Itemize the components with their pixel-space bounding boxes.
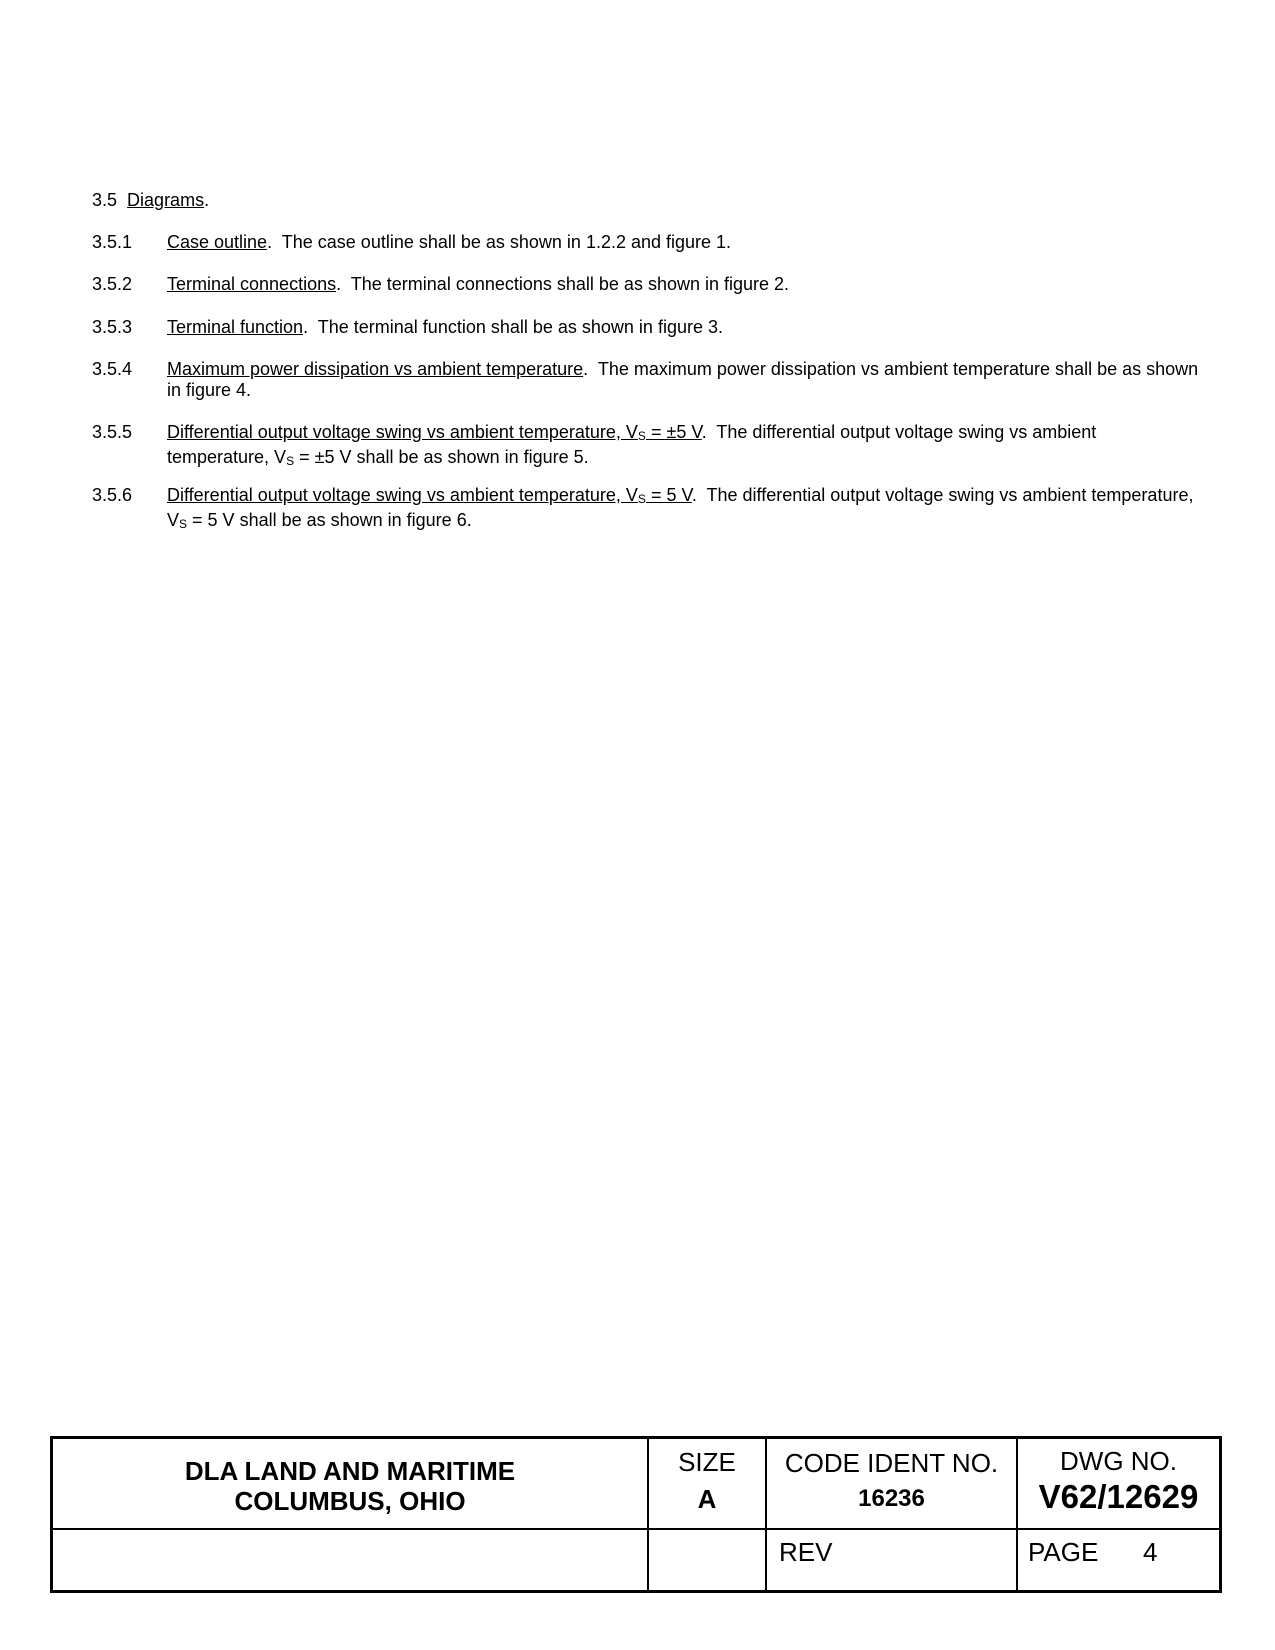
paragraph-body: The terminal connections shall be as shown in figure 2. <box>350 274 790 294</box>
paragraph-number: 3.5.6 <box>92 485 133 505</box>
organization-line-2: COLUMBUS, OHIO <box>234 1486 466 1516</box>
paragraph-number: 3.5.1 <box>92 232 133 252</box>
paragraph-number: 3.5.5 <box>92 422 133 442</box>
title-block <box>50 1436 1222 1593</box>
organization-line-1: DLA LAND AND MARITIME <box>184 1456 516 1486</box>
body-subscript: S <box>286 454 295 468</box>
code-ident-label: CODE IDENT NO. <box>784 1448 999 1478</box>
paragraph-body: The case outline shall be as shown in 1.2.2 and figure 1. <box>281 232 732 252</box>
paragraph-heading <box>167 485 692 505</box>
drawing-number-label: DWG NO. <box>1060 1446 1177 1476</box>
paragraph-3-5-6: 3.5.6 Differential output voltage swing vs ambient temperature, VS = 5 V. The differential output voltage swing vs ambient temperature, VS = 5 V shall be as shown in figure 6. <box>92 485 1194 531</box>
paragraph-number: 3.5.4 <box>92 359 133 379</box>
section-heading: 3.5 Diagrams. <box>92 190 210 210</box>
paragraph-heading: Terminal function <box>167 317 304 337</box>
paragraph-heading: Terminal connections <box>167 274 337 294</box>
body-text-end: = 5 V shall be as shown in figure 6. <box>187 510 472 530</box>
title-block-row-divider <box>53 1528 1219 1530</box>
revision-label: REV <box>779 1537 833 1567</box>
body-text-end: = ±5 V shall be as shown in figure 5. <box>294 447 589 467</box>
page-label: PAGE <box>1028 1537 1099 1567</box>
paragraph-heading: Maximum power dissipation vs ambient temperature <box>167 359 584 379</box>
section-title: Diagrams <box>127 190 205 210</box>
heading-text: Differential output voltage swing vs ambient temperature, V <box>167 485 638 505</box>
paragraph-3-5-2: 3.5.2 Terminal connections. The terminal connections shall be as shown in figure 2. <box>92 274 790 294</box>
heading-text-end: = 5 V <box>645 485 692 505</box>
paragraph-3-5-4: 3.5.4 Maximum power dissipation vs ambient temperature. The maximum power dissipation vs ambient temperature shall be as shown in figure 4. <box>92 359 1199 400</box>
section-number: 3.5 <box>92 190 118 210</box>
heading-subscript: S <box>637 429 646 443</box>
heading-subscript: S <box>637 492 646 506</box>
page-number: 4 <box>1143 1537 1158 1567</box>
paragraph-body: The terminal function shall be as shown in figure 3. <box>317 317 723 337</box>
drawing-number-value: V62/12629 <box>1038 1478 1199 1515</box>
size-value: A <box>697 1484 717 1514</box>
body-text: The differential output voltage swing vs ambient temperature, V <box>167 422 1097 467</box>
body-text: The differential output voltage swing vs ambient temperature, V <box>167 485 1194 530</box>
paragraph-3-5-1: 3.5.1 Case outline. The case outline shall be as shown in 1.2.2 and figure 1. <box>92 232 732 252</box>
paragraph-number: 3.5.2 <box>92 274 133 294</box>
paragraph-3-5-3: 3.5.3 Terminal function. The terminal function shall be as shown in figure 3. <box>92 317 723 337</box>
size-label: SIZE <box>678 1447 736 1477</box>
code-ident-value: 16236 <box>858 1485 925 1512</box>
paragraph-heading: Case outline <box>167 232 268 252</box>
heading-text: Differential output voltage swing vs ambient temperature, V <box>167 422 638 442</box>
heading-text-end: = ±5 V <box>645 422 702 442</box>
paragraph-heading <box>167 422 702 442</box>
paragraph-body: The maximum power dissipation vs ambient temperature shall be as shown in figure 4. <box>167 359 1199 400</box>
body-subscript: S <box>179 517 188 531</box>
organization-name <box>53 1456 647 1516</box>
paragraph-3-5-5: 3.5.5 Differential output voltage swing vs ambient temperature, VS = ±5 V. The differential output voltage swing vs ambient temperature, VS = ±5 V shall be as shown in figure 5. <box>92 422 1097 468</box>
paragraph-number: 3.5.3 <box>92 317 133 337</box>
